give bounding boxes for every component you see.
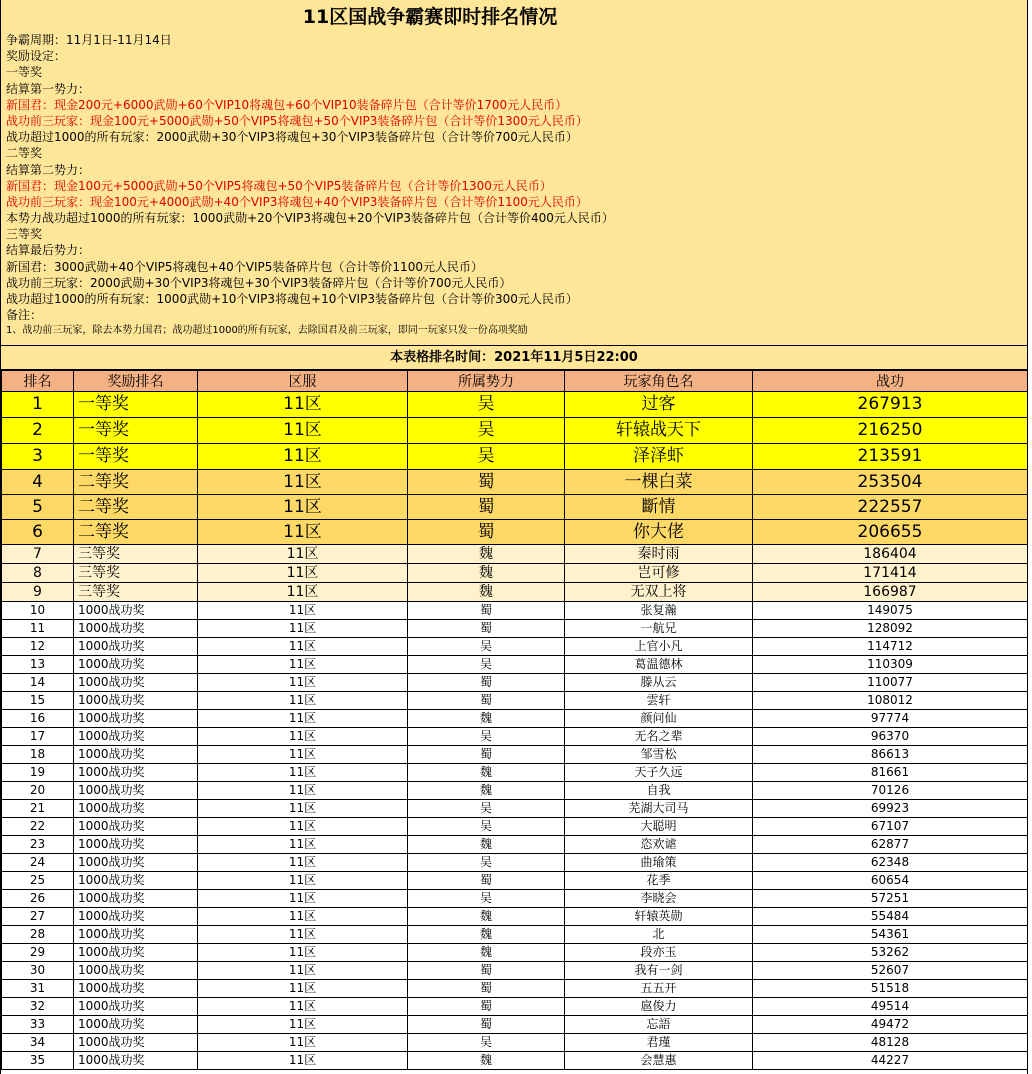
award-cell: 1000战功奖	[74, 602, 198, 620]
note-line: 战功超过1000的所有玩家：1000武勋+10个VIP3将魂包+10个VIP3装备碎片包（合计等价300元人民币）	[6, 292, 578, 306]
table-row	[2, 444, 1028, 470]
rank-cell: 28	[2, 926, 74, 944]
table-row	[2, 638, 1028, 656]
merit-cell: 149075	[753, 602, 1028, 620]
server-cell: 11区	[198, 638, 408, 656]
note-line: 战功前三玩家：现金100元+4000武勋+40个VIP3将魂包+40个VIP3装备碎片包（合计等价1100元人民币）	[6, 194, 588, 209]
rank-cell: 33	[2, 1016, 74, 1034]
merit-cell: 62348	[753, 854, 1028, 872]
ranking-table	[1, 370, 1028, 1070]
table-row	[2, 944, 1028, 962]
column-header-award: 奖励排名	[74, 371, 198, 392]
server-cell: 11区	[198, 962, 408, 980]
server-cell: 11区	[198, 583, 408, 602]
award-cell: 1000战功奖	[74, 1052, 198, 1070]
award-cell: 一等奖	[74, 444, 198, 470]
player-name-cell: 雲轩	[565, 692, 753, 710]
table-row	[2, 418, 1028, 444]
server-cell: 11区	[198, 470, 408, 495]
rank-cell: 17	[2, 728, 74, 746]
server-cell: 11区	[198, 890, 408, 908]
rank-cell: 8	[2, 564, 74, 583]
player-name-cell: 过客	[565, 392, 753, 418]
ranking-time-bar: 本表格排名时间：2021年11月5日22:00	[1, 346, 1027, 370]
merit-cell: 213591	[753, 444, 1028, 470]
note-line: 本势力战功超过1000的所有玩家：1000武勋+20个VIP3将魂包+20个VIP3装备碎片包（合计等价400元人民币）	[6, 211, 614, 226]
table-row	[2, 890, 1028, 908]
award-cell: 1000战功奖	[74, 962, 198, 980]
faction-cell: 吴	[408, 656, 565, 674]
award-cell: 1000战功奖	[74, 1034, 198, 1052]
server-cell: 11区	[198, 495, 408, 520]
player-name-cell: 上官小凡	[565, 638, 753, 656]
award-cell: 1000战功奖	[74, 710, 198, 728]
rank-cell: 18	[2, 746, 74, 764]
award-cell: 三等奖	[74, 545, 198, 564]
award-cell: 1000战功奖	[74, 818, 198, 836]
merit-cell: 96370	[753, 728, 1028, 746]
faction-cell: 魏	[408, 710, 565, 728]
player-name-cell: 无双上将	[565, 583, 753, 602]
merit-cell: 110309	[753, 656, 1028, 674]
server-cell: 11区	[198, 926, 408, 944]
rank-cell: 29	[2, 944, 74, 962]
award-cell: 1000战功奖	[74, 620, 198, 638]
player-name-cell: 颜问仙	[565, 710, 753, 728]
server-cell: 11区	[198, 656, 408, 674]
server-cell: 11区	[198, 800, 408, 818]
table-row	[2, 1052, 1028, 1070]
award-cell: 1000战功奖	[74, 800, 198, 818]
player-name-cell: 北	[565, 926, 753, 944]
rank-cell: 26	[2, 890, 74, 908]
player-name-cell: 轩辕战天下	[565, 418, 753, 444]
server-cell: 11区	[198, 908, 408, 926]
table-row	[2, 872, 1028, 890]
note-line: 争霸周期：11月1日-11月14日	[6, 33, 172, 47]
faction-cell: 魏	[408, 836, 565, 854]
award-cell: 二等奖	[74, 470, 198, 495]
player-name-cell: 恣欢谑	[565, 836, 753, 854]
faction-cell: 魏	[408, 564, 565, 583]
award-cell: 1000战功奖	[74, 854, 198, 872]
rank-cell: 7	[2, 545, 74, 564]
merit-cell: 62877	[753, 836, 1028, 854]
server-cell: 11区	[198, 944, 408, 962]
server-cell: 11区	[198, 692, 408, 710]
note-line: 三等奖	[6, 227, 43, 242]
note-line: 新国君：3000武勋+40个VIP5将魂包+40个VIP5装备碎片包（合计等价1100元人民币）	[6, 259, 483, 274]
table-row	[2, 520, 1028, 545]
server-cell: 11区	[198, 602, 408, 620]
merit-cell: 67107	[753, 818, 1028, 836]
faction-cell: 蜀	[408, 520, 565, 545]
rank-cell: 11	[2, 620, 74, 638]
faction-cell: 蜀	[408, 602, 565, 620]
rank-cell: 4	[2, 470, 74, 495]
player-name-cell: 滕从云	[565, 674, 753, 692]
server-cell: 11区	[198, 1034, 408, 1052]
note-line: 结算最后势力：	[6, 243, 91, 258]
award-cell: 1000战功奖	[74, 656, 198, 674]
table-header-row	[2, 371, 1028, 392]
award-cell: 1000战功奖	[74, 926, 198, 944]
table-row	[2, 980, 1028, 998]
note-line: 结算第一势力：	[6, 81, 91, 96]
player-name-cell: 段亦玉	[565, 944, 753, 962]
player-name-cell: 忘語	[565, 1016, 753, 1034]
player-name-cell: 大聪明	[565, 818, 753, 836]
table-row	[2, 962, 1028, 980]
table-row	[2, 800, 1028, 818]
rank-cell: 20	[2, 782, 74, 800]
award-cell: 1000战功奖	[74, 692, 198, 710]
faction-cell: 吴	[408, 444, 565, 470]
rank-cell: 6	[2, 520, 74, 545]
rank-cell: 31	[2, 980, 74, 998]
faction-cell: 吴	[408, 854, 565, 872]
player-name-cell: 扈俊力	[565, 998, 753, 1016]
player-name-cell: 自我	[565, 782, 753, 800]
player-name-cell: 无名之辈	[565, 728, 753, 746]
table-row	[2, 656, 1028, 674]
player-name-cell: 一航兄	[565, 620, 753, 638]
server-cell: 11区	[198, 872, 408, 890]
table-row	[2, 674, 1028, 692]
column-header-faction: 所属势力	[408, 371, 565, 392]
player-name-cell: 天子久远	[565, 764, 753, 782]
header-panel	[1, 0, 1027, 346]
rank-cell: 27	[2, 908, 74, 926]
server-cell: 11区	[198, 1052, 408, 1070]
merit-cell: 128092	[753, 620, 1028, 638]
server-cell: 11区	[198, 854, 408, 872]
note-line: 备注：	[6, 308, 43, 323]
merit-cell: 206655	[753, 520, 1028, 545]
column-header-rank: 排名	[2, 371, 74, 392]
rank-cell: 5	[2, 495, 74, 520]
rank-cell: 24	[2, 854, 74, 872]
award-cell: 1000战功奖	[74, 746, 198, 764]
server-cell: 11区	[198, 392, 408, 418]
table-row	[2, 998, 1028, 1016]
award-cell: 1000战功奖	[74, 890, 198, 908]
table-row	[2, 620, 1028, 638]
note-line: 战功前三玩家：2000武勋+30个VIP3将魂包+30个VIP3装备碎片包（合计等价700元人民币）	[6, 275, 512, 290]
merit-cell: 81661	[753, 764, 1028, 782]
player-name-cell: 泽泽虾	[565, 444, 753, 470]
player-name-cell: 秦时雨	[565, 545, 753, 564]
award-cell: 1000战功奖	[74, 908, 198, 926]
faction-cell: 魏	[408, 545, 565, 564]
rank-cell: 1	[2, 392, 74, 418]
table-row	[2, 545, 1028, 564]
table-row	[2, 854, 1028, 872]
note-line: 战功前三玩家：现金100元+5000武勋+50个VIP5将魂包+50个VIP3装备碎片包（合计等价1300元人民币）	[6, 113, 588, 128]
player-name-cell: 一棵白菜	[565, 470, 753, 495]
faction-cell: 吴	[408, 800, 565, 818]
award-cell: 二等奖	[74, 520, 198, 545]
table-row	[2, 728, 1028, 746]
faction-cell: 蜀	[408, 998, 565, 1016]
rank-cell: 3	[2, 444, 74, 470]
server-cell: 11区	[198, 444, 408, 470]
table-row	[2, 782, 1028, 800]
rank-cell: 13	[2, 656, 74, 674]
award-cell: 三等奖	[74, 583, 198, 602]
server-cell: 11区	[198, 782, 408, 800]
player-name-cell: 李晓会	[565, 890, 753, 908]
page-title: 11区国战争霸赛即时排名情况	[302, 6, 558, 28]
player-name-cell: 五五开	[565, 980, 753, 998]
award-cell: 1000战功奖	[74, 944, 198, 962]
column-header-merit: 战功	[753, 371, 1028, 392]
rank-cell: 16	[2, 710, 74, 728]
merit-cell: 51518	[753, 980, 1028, 998]
merit-cell: 54361	[753, 926, 1028, 944]
award-cell: 一等奖	[74, 392, 198, 418]
server-cell: 11区	[198, 764, 408, 782]
merit-cell: 108012	[753, 692, 1028, 710]
faction-cell: 吴	[408, 890, 565, 908]
faction-cell: 吴	[408, 638, 565, 656]
table-row	[2, 564, 1028, 583]
faction-cell: 魏	[408, 944, 565, 962]
faction-cell: 吴	[408, 392, 565, 418]
server-cell: 11区	[198, 836, 408, 854]
server-cell: 11区	[198, 746, 408, 764]
merit-cell: 171414	[753, 564, 1028, 583]
server-cell: 11区	[198, 980, 408, 998]
table-row	[2, 470, 1028, 495]
merit-cell: 52607	[753, 962, 1028, 980]
table-row	[2, 602, 1028, 620]
faction-cell: 蜀	[408, 674, 565, 692]
award-cell: 1000战功奖	[74, 872, 198, 890]
faction-cell: 魏	[408, 583, 565, 602]
faction-cell: 蜀	[408, 1016, 565, 1034]
rank-cell: 22	[2, 818, 74, 836]
merit-cell: 97774	[753, 710, 1028, 728]
table-row	[2, 583, 1028, 602]
award-cell: 1000战功奖	[74, 782, 198, 800]
rank-cell: 35	[2, 1052, 74, 1070]
faction-cell: 蜀	[408, 495, 565, 520]
award-cell: 三等奖	[74, 564, 198, 583]
faction-cell: 蜀	[408, 692, 565, 710]
merit-cell: 166987	[753, 583, 1028, 602]
merit-cell: 70126	[753, 782, 1028, 800]
server-cell: 11区	[198, 674, 408, 692]
player-name-cell: 轩辕英勋	[565, 908, 753, 926]
faction-cell: 蜀	[408, 470, 565, 495]
merit-cell: 49514	[753, 998, 1028, 1016]
server-cell: 11区	[198, 564, 408, 583]
merit-cell: 49472	[753, 1016, 1028, 1034]
rank-cell: 9	[2, 583, 74, 602]
note-line: 新国君：现金100元+5000武勋+50个VIP5将魂包+50个VIP5装备碎片包（合计等价1300元人民币）	[6, 178, 552, 193]
faction-cell: 蜀	[408, 746, 565, 764]
player-name-cell: 葛温德林	[565, 656, 753, 674]
award-cell: 一等奖	[74, 418, 198, 444]
server-cell: 11区	[198, 1016, 408, 1034]
faction-cell: 魏	[408, 764, 565, 782]
note-line: 新国君：现金200元+6000武勋+60个VIP10将魂包+60个VIP10装备碎片包（合计等价1700元人民币）	[6, 97, 568, 112]
merit-cell: 110077	[753, 674, 1028, 692]
player-name-cell: 岂可修	[565, 564, 753, 583]
table-row	[2, 908, 1028, 926]
rank-cell: 23	[2, 836, 74, 854]
table-row	[2, 1016, 1028, 1034]
server-cell: 11区	[198, 728, 408, 746]
merit-cell: 222557	[753, 495, 1028, 520]
note-line: 结算第二势力：	[6, 162, 91, 177]
rank-cell: 14	[2, 674, 74, 692]
rank-cell: 34	[2, 1034, 74, 1052]
server-cell: 11区	[198, 620, 408, 638]
table-row	[2, 495, 1028, 520]
faction-cell: 蜀	[408, 620, 565, 638]
faction-cell: 魏	[408, 1052, 565, 1070]
faction-cell: 吴	[408, 1034, 565, 1052]
merit-cell: 48128	[753, 1034, 1028, 1052]
faction-cell: 魏	[408, 782, 565, 800]
player-name-cell: 斷情	[565, 495, 753, 520]
merit-cell: 216250	[753, 418, 1028, 444]
award-cell: 1000战功奖	[74, 998, 198, 1016]
rank-cell: 15	[2, 692, 74, 710]
table-row	[2, 836, 1028, 854]
merit-cell: 267913	[753, 392, 1028, 418]
player-name-cell: 君瑾	[565, 1034, 753, 1052]
table-row	[2, 818, 1028, 836]
faction-cell: 蜀	[408, 962, 565, 980]
merit-cell: 186404	[753, 545, 1028, 564]
note-line: 1、战功前三玩家，除去本势力国君；战功超过1000的所有玩家，去除国君及前三玩家，即同一玩家只发一份高项奖励	[6, 325, 528, 337]
player-name-cell: 会慧惠	[565, 1052, 753, 1070]
faction-cell: 吴	[408, 418, 565, 444]
server-cell: 11区	[198, 545, 408, 564]
rank-cell: 19	[2, 764, 74, 782]
award-cell: 1000战功奖	[74, 674, 198, 692]
note-line: 战功超过1000的所有玩家：2000武勋+30个VIP3将魂包+30个VIP3装备碎片包（合计等价700元人民币）	[6, 130, 578, 145]
faction-cell: 魏	[408, 926, 565, 944]
merit-cell: 69923	[753, 800, 1028, 818]
award-cell: 1000战功奖	[74, 728, 198, 746]
faction-cell: 吴	[408, 728, 565, 746]
note-line: 奖励设定：	[6, 49, 67, 64]
rank-cell: 2	[2, 418, 74, 444]
player-name-cell: 曲瑜策	[565, 854, 753, 872]
award-cell: 1000战功奖	[74, 764, 198, 782]
reward-notes	[1, 32, 1027, 340]
player-name-cell: 张复瀚	[565, 602, 753, 620]
rank-cell: 12	[2, 638, 74, 656]
player-name-cell: 邹雪松	[565, 746, 753, 764]
faction-cell: 魏	[408, 908, 565, 926]
table-row	[2, 746, 1028, 764]
award-cell: 1000战功奖	[74, 980, 198, 998]
table-row	[2, 710, 1028, 728]
rank-cell: 10	[2, 602, 74, 620]
merit-cell: 86613	[753, 746, 1028, 764]
merit-cell: 57251	[753, 890, 1028, 908]
note-line: 二等奖	[6, 146, 43, 161]
merit-cell: 44227	[753, 1052, 1028, 1070]
table-row	[2, 926, 1028, 944]
rank-cell: 25	[2, 872, 74, 890]
award-cell: 1000战功奖	[74, 1016, 198, 1034]
merit-cell: 114712	[753, 638, 1028, 656]
merit-cell: 253504	[753, 470, 1028, 495]
award-cell: 1000战功奖	[74, 836, 198, 854]
rank-cell: 32	[2, 998, 74, 1016]
merit-cell: 55484	[753, 908, 1028, 926]
server-cell: 11区	[198, 818, 408, 836]
faction-cell: 蜀	[408, 980, 565, 998]
column-header-player: 玩家角色名	[565, 371, 753, 392]
note-line: 一等奖	[6, 65, 43, 80]
table-row	[2, 764, 1028, 782]
table-row	[2, 1034, 1028, 1052]
server-cell: 11区	[198, 998, 408, 1016]
award-cell: 1000战功奖	[74, 638, 198, 656]
table-row	[2, 392, 1028, 418]
award-cell: 二等奖	[74, 495, 198, 520]
server-cell: 11区	[198, 418, 408, 444]
merit-cell: 53262	[753, 944, 1028, 962]
player-name-cell: 花季	[565, 872, 753, 890]
server-cell: 11区	[198, 710, 408, 728]
table-row	[2, 692, 1028, 710]
server-cell: 11区	[198, 520, 408, 545]
column-header-server: 区服	[198, 371, 408, 392]
faction-cell: 吴	[408, 818, 565, 836]
rank-cell: 30	[2, 962, 74, 980]
player-name-cell: 我有一剑	[565, 962, 753, 980]
faction-cell: 蜀	[408, 872, 565, 890]
merit-cell: 60654	[753, 872, 1028, 890]
rank-cell: 21	[2, 800, 74, 818]
player-name-cell: 芜湖大司马	[565, 800, 753, 818]
player-name-cell: 你大佬	[565, 520, 753, 545]
